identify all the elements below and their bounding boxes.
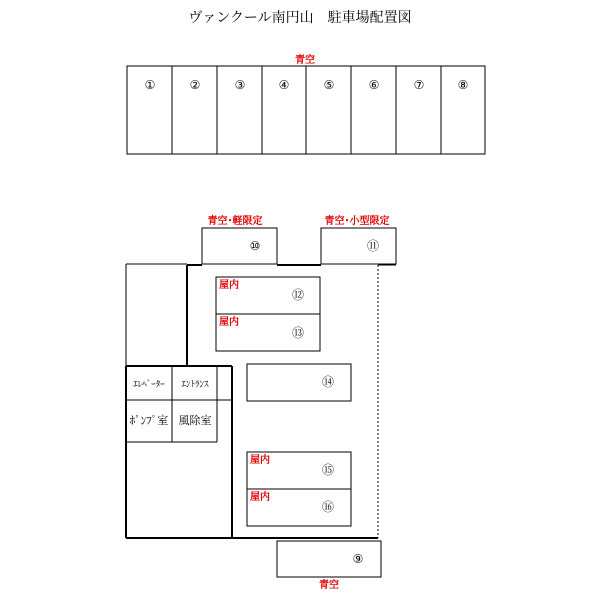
spot-4-number: ④ — [278, 78, 290, 92]
spot-12-label: 屋内 — [219, 280, 239, 291]
spot-9-number: ⑨ — [352, 552, 364, 566]
spot-10-number: ⑩ — [249, 239, 261, 253]
spot-5-number: ⑤ — [323, 78, 335, 92]
elevator-label: ｴﾚﾍﾞｰﾀｰ — [133, 380, 165, 390]
spot-14 — [247, 364, 351, 401]
spot-9-label: 青空 — [319, 580, 339, 591]
spot-1-number: ① — [144, 78, 156, 92]
spot-8-number: ⑧ — [457, 78, 469, 92]
spot-15-number: ⑮ — [321, 463, 335, 477]
spot-11-label: 青空･小型限定 — [324, 216, 390, 227]
windbreak-room-label: 風除室 — [178, 414, 212, 427]
spot-6-number: ⑥ — [368, 78, 380, 92]
spot-9 — [277, 541, 381, 577]
entrance-label: ｴﾝﾄﾗﾝｽ — [181, 380, 209, 390]
spot-11-number: ⑪ — [366, 239, 380, 253]
spot-10 — [202, 228, 277, 264]
spot-11 — [321, 228, 396, 264]
spot-13-number: ⑬ — [291, 326, 305, 340]
spot-14-number: ⑭ — [321, 375, 335, 389]
spot-12-number: ⑫ — [291, 288, 305, 302]
spot-7-number: ⑦ — [413, 78, 425, 92]
spot-13-label: 屋内 — [219, 317, 239, 328]
spot-15-label: 屋内 — [250, 455, 270, 466]
spot-2-number: ② — [189, 78, 201, 92]
pump-room-label: ﾎﾟﾝﾌﾟ室 — [129, 414, 169, 427]
top-row-label: 青空 — [295, 55, 315, 66]
spot-3-number: ③ — [234, 78, 246, 92]
page-title: ヴァンクール南円山 駐車場配置図 — [188, 10, 412, 26]
spot-16-label: 屋内 — [250, 492, 270, 503]
top-row-spots — [127, 66, 485, 154]
spot-16-number: ⑯ — [321, 500, 335, 514]
spot-10-label: 青空･軽限定 — [207, 216, 263, 227]
